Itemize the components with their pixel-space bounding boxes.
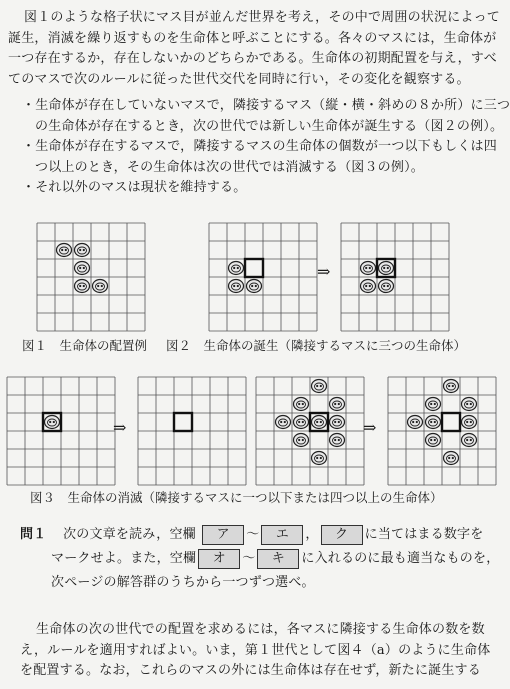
figure2-caption: 図２ 生命体の誕生（隣接するマスに三つの生命体） [166,338,467,353]
figure3-arrow-2: ⇒ [363,418,377,437]
life-form-icon [426,434,441,447]
life-form-icon [444,452,459,465]
figure2-before-grid [208,222,318,332]
highlighted-cell [442,413,460,431]
grid-svg [208,222,318,332]
figure3-grid-c [255,376,365,486]
life-form-icon [462,434,477,447]
life-form-icon [462,416,477,429]
intro-line: 図１のような格子状にマス目が並んだ世界を考え，その中で周囲の状況によって [24,10,500,25]
intro-line: 一つ存在するか，存在しないかのどちらかである。生命体の初期配置を与え，すべ [8,51,497,66]
figure3-grid-b [137,376,247,486]
highlighted-cell [174,413,192,431]
tilde: 〜 [246,527,260,542]
intro-paragraph [8,8,500,90]
intro-line: 誕生，消滅を繰り返すものを生命体と呼ぶことにする。各々のマスには，生命体が [8,30,497,46]
blank-o: オ [198,549,240,569]
rule-line: 生命体が存在するマスで，隣接するマスの生命体の個数が一つ以下もしくは四 [35,139,497,154]
question-text: マークせよ。また，空欄 [51,551,197,566]
life-form-icon [294,398,309,411]
rule-line: それ以外のマスは現状を維持する。 [35,180,247,195]
life-form-icon [312,380,327,393]
rule-bullet: ・ [22,139,36,154]
explanation-line: え，ルールを適用すればよい。いま，第１世代として図４（a）のように生命体 [20,642,491,658]
life-form-icon [444,380,459,393]
question-label: 問１ [20,527,47,542]
life-form-icon [75,244,90,257]
life-form-icon [57,244,72,257]
life-form-icon [379,280,394,293]
explanation-line: を配置する。なお，これらのマスの外には生命体は存在せず，新たに誕生する [20,663,481,678]
life-form-icon [276,416,291,429]
life-form-icon [247,280,262,293]
grid-svg [340,222,450,332]
life-form-icon [312,452,327,465]
rules-list [22,96,510,199]
comma: ， [305,527,319,542]
rule-line: つ以上のとき，その生命体は次の世代では消滅する（図３の例）。 [35,159,424,175]
figure2-after-grid [340,222,450,332]
blank-e: エ [261,525,303,545]
life-form-icon [294,416,309,429]
life-form-icon [330,416,345,429]
life-form-icon [462,398,477,411]
life-form-icon [379,262,394,275]
question-text: に入れるのに最も適当なものを， [301,551,500,566]
life-form-icon [312,416,327,429]
question-text: に当てはまる数字を [364,527,484,542]
blank-a: ア [202,525,244,545]
intro-line: てのマスで次のルールに従った世代交代を同時に行い，その変化を観察する。 [8,71,470,87]
life-form-icon [330,434,345,447]
life-form-icon [361,262,376,275]
life-form-icon [426,416,441,429]
life-form-icon [75,280,90,293]
life-form-icon [408,416,423,429]
grid-svg [36,222,146,332]
blank-ku: ク [321,525,363,545]
figure1-grid [36,222,146,332]
rule-bullet: ・ [22,98,36,113]
life-form-icon [294,434,309,447]
explanation-paragraph [20,620,491,682]
rule-line: 生命体が存在していないマスで，隣接するマス（縦・横・斜めの８か所）に三つ [35,98,510,113]
figure3-arrow-1: ⇒ [113,418,127,437]
explanation-line: 生命体の次の世代での配置を求めるには，各マスに隣接する生命体の数を数 [36,622,485,637]
life-form-icon [330,398,345,411]
question-text: 次ページの解答群のうちから一つずつ選べ。 [51,575,315,590]
question-1 [20,523,499,595]
grid-svg [6,376,116,486]
tilde: 〜 [242,551,256,566]
life-form-icon [93,280,108,293]
life-form-icon [361,280,376,293]
grid-svg [387,376,497,486]
grid-svg [137,376,247,486]
highlighted-cell [245,259,263,277]
rule-item [22,96,510,137]
rule-line: の生命体が存在するとき，次の世代では新しい生命体が誕生する（図２の例）。 [35,118,504,134]
grid-svg [255,376,365,486]
rule-item [22,137,510,178]
figure3-grid-a [6,376,116,486]
figure3-caption: 図３ 生命体の消滅（隣接するマスに一つ以下または四つ以上の生命体） [30,490,443,505]
rule-bullet: ・ [22,180,36,195]
life-form-icon [426,398,441,411]
life-form-icon [229,262,244,275]
figure3-grid-d [387,376,497,486]
question-text: 次の文章を読み，空欄 [63,527,196,542]
figure1-caption: 図１ 生命体の配置例 [22,338,148,353]
life-form-icon [75,262,90,275]
blank-ki: キ [257,549,299,569]
life-form-icon [45,416,60,429]
rule-item [22,178,510,199]
figure2-arrow: ⇒ [317,262,331,281]
life-form-icon [229,280,244,293]
